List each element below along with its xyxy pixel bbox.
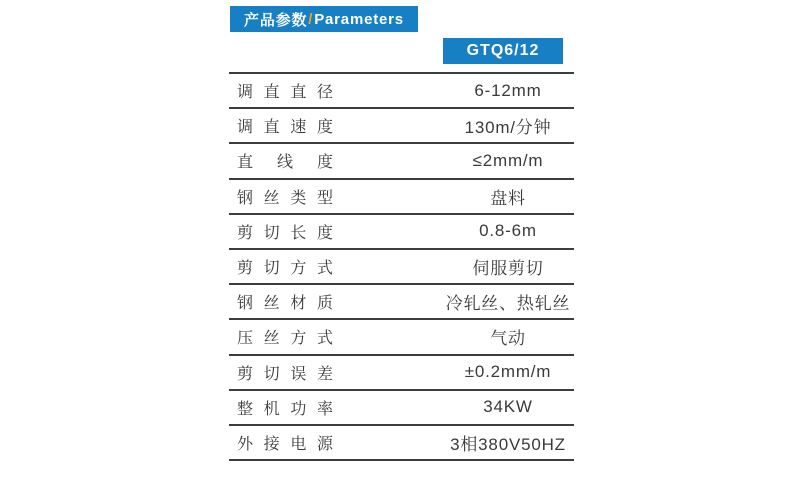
param-value: ±0.2mm/m bbox=[464, 362, 552, 382]
param-value: 伺服剪切 bbox=[472, 259, 544, 279]
param-label: 压丝方式 bbox=[237, 330, 333, 348]
section-title-cn: 产品参数 bbox=[244, 11, 308, 29]
table-row bbox=[229, 214, 574, 249]
param-value: ≤2mm/m bbox=[472, 150, 544, 170]
param-value: 气动 bbox=[490, 329, 526, 349]
param-value: 34KW bbox=[483, 397, 533, 417]
param-value: 盘料 bbox=[490, 188, 526, 208]
param-label-cell bbox=[229, 319, 442, 354]
table-row bbox=[229, 143, 574, 178]
param-label-cell bbox=[229, 390, 442, 425]
param-label: 整机功率 bbox=[237, 400, 333, 418]
param-value: 0.8-6m bbox=[479, 221, 537, 241]
param-label-cell bbox=[229, 73, 442, 108]
table-row bbox=[229, 319, 574, 354]
param-label: 调直速度 bbox=[237, 119, 333, 137]
parameters-table-body bbox=[229, 73, 574, 460]
param-value: 6-12mm bbox=[474, 80, 542, 100]
param-label-cell bbox=[229, 108, 442, 143]
param-label-cell bbox=[229, 143, 442, 178]
title-slash-divider: / bbox=[308, 10, 314, 28]
param-label-cell bbox=[229, 214, 442, 249]
param-value: 3相380V50HZ bbox=[450, 434, 566, 454]
param-label: 调直直径 bbox=[237, 84, 333, 102]
table-row bbox=[229, 355, 574, 390]
parameters-table bbox=[229, 72, 574, 461]
table-row bbox=[229, 425, 574, 460]
model-badge: GTQ6/12 bbox=[443, 38, 563, 64]
param-label-cell bbox=[229, 179, 442, 214]
param-label: 钢丝类型 bbox=[237, 189, 333, 207]
table-row bbox=[229, 284, 574, 319]
section-title-en: Parameters bbox=[314, 10, 404, 28]
param-value: 冷轧丝、热轧丝 bbox=[445, 294, 571, 314]
table-row bbox=[229, 179, 574, 214]
param-label-cell bbox=[229, 425, 442, 460]
table-row bbox=[229, 390, 574, 425]
param-value: 130m/分钟 bbox=[464, 118, 552, 138]
param-label-cell bbox=[229, 249, 442, 284]
param-label: 直线度 bbox=[237, 154, 333, 172]
section-title-badge bbox=[230, 6, 418, 32]
param-label: 剪切长度 bbox=[237, 224, 333, 242]
param-label-cell bbox=[229, 284, 442, 319]
param-label: 剪切方式 bbox=[237, 260, 333, 278]
param-label: 钢丝材质 bbox=[237, 295, 333, 313]
table-row bbox=[229, 249, 574, 284]
param-label-cell bbox=[229, 355, 442, 390]
table-row bbox=[229, 108, 574, 143]
param-label: 外接电源 bbox=[237, 435, 333, 453]
table-row bbox=[229, 73, 574, 108]
param-label: 剪切误差 bbox=[237, 365, 333, 383]
